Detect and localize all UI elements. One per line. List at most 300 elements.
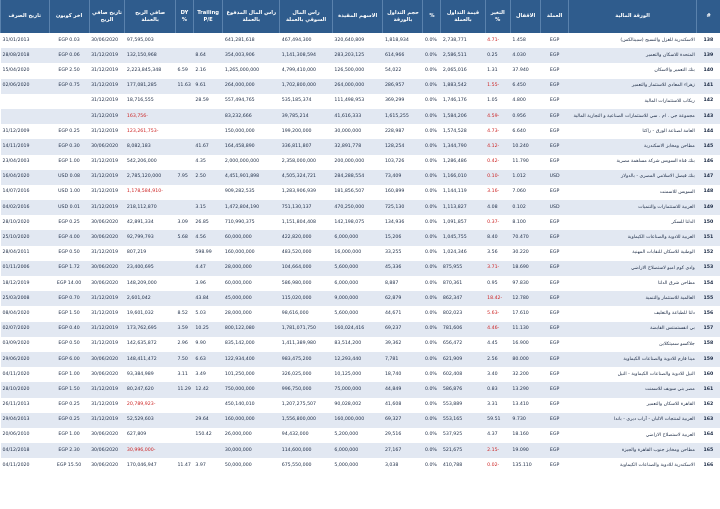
cell-shares: 83,514,200 bbox=[332, 337, 383, 352]
cell-change: 0.83 bbox=[485, 382, 510, 397]
cell-market-cap: 1,702,800,000 bbox=[280, 79, 333, 94]
header-profit-date[interactable]: تاريخ صافي الربح bbox=[89, 0, 125, 33]
cell-pct: 0.0% bbox=[423, 291, 441, 306]
cell-market-cap: 535,185,374 bbox=[280, 94, 333, 109]
header-shares[interactable]: الاسهم المقيدة bbox=[332, 0, 383, 33]
cell-pct: 0.0% bbox=[423, 352, 441, 367]
cell-num: 157 bbox=[697, 322, 720, 337]
cell-trailing-pe: 29.64 bbox=[193, 413, 222, 428]
table-row[interactable] bbox=[1, 352, 720, 367]
cell-pct: 0.0% bbox=[423, 458, 441, 473]
cell-profit-date: 31/12/2019 bbox=[89, 185, 125, 200]
header-coupon-date[interactable]: تاريخ الصرف bbox=[1, 0, 50, 33]
cell-close: 18.160 bbox=[510, 428, 541, 443]
cell-dy: 11.63 bbox=[175, 79, 193, 94]
cell-close: 97.830 bbox=[510, 276, 541, 291]
cell-name: بنك فيصل الاسلامي المصري - بالدولار bbox=[568, 170, 697, 185]
cell-market-cap: 336,811,807 bbox=[280, 139, 333, 154]
table-row[interactable] bbox=[1, 428, 720, 443]
cell-volume: 29,516 bbox=[383, 428, 423, 443]
cell-last-coupon: EGP 1.00 bbox=[49, 155, 89, 170]
cell-close: 11.130 bbox=[510, 322, 541, 337]
cell-close: 16.900 bbox=[510, 337, 541, 352]
cell-market-value: 602,408 bbox=[441, 367, 485, 382]
cell-currency: EGP bbox=[541, 230, 568, 245]
cell-dy bbox=[175, 413, 193, 428]
header-market-value[interactable]: قيمة التداول بالعملة bbox=[441, 0, 485, 33]
cell-num: 165 bbox=[697, 443, 720, 458]
header-num[interactable]: # bbox=[697, 0, 720, 33]
table-row[interactable] bbox=[1, 63, 720, 78]
cell-close: 9.730 bbox=[510, 413, 541, 428]
cell-currency: USD bbox=[541, 200, 568, 215]
header-close[interactable]: الاقفال bbox=[510, 0, 541, 33]
cell-volume: 160,899 bbox=[383, 185, 423, 200]
cell-shares: 264,000,000 bbox=[332, 79, 383, 94]
cell-market-cap: 98,616,000 bbox=[280, 306, 333, 321]
cell-profit-date: 30/06/2020 bbox=[89, 139, 125, 154]
cell-currency: EGP bbox=[541, 109, 568, 124]
cell-market-value: 875,955 bbox=[441, 261, 485, 276]
cell-coupon-date: 28/10/2020 bbox=[1, 382, 50, 397]
header-last-coupon[interactable]: اخر كوبون bbox=[49, 0, 89, 33]
table-row[interactable] bbox=[1, 443, 720, 458]
cell-market-cap: 422,820,000 bbox=[280, 230, 333, 245]
cell-name: مينا فارم للادوية والصناعات الكيماوية bbox=[568, 352, 697, 367]
cell-name: السويس للاسمنت bbox=[568, 185, 697, 200]
cell-last-coupon bbox=[49, 109, 89, 124]
cell-currency: EGP bbox=[541, 185, 568, 200]
cell-pct: 0.0% bbox=[423, 367, 441, 382]
cell-market-cap: 1,781,071,750 bbox=[280, 322, 333, 337]
cell-num: 148 bbox=[697, 185, 720, 200]
table-row[interactable] bbox=[1, 398, 720, 413]
table-header bbox=[1, 0, 720, 33]
cell-trailing-pe bbox=[193, 398, 222, 413]
cell-profit-date: 30/06/2020 bbox=[89, 261, 125, 276]
cell-coupon-date bbox=[1, 109, 50, 124]
cell-market-value: 621,909 bbox=[441, 352, 485, 367]
cell-paid-capital: 641,281,618 bbox=[223, 33, 280, 48]
cell-coupon-date: 16/04/2020 bbox=[1, 170, 50, 185]
table-row[interactable] bbox=[1, 337, 720, 352]
cell-num: 143 bbox=[697, 109, 720, 124]
cell-num: 151 bbox=[697, 230, 720, 245]
cell-coupon-date: 04/11/2020 bbox=[1, 458, 50, 473]
cell-market-value: 1,584,206 bbox=[441, 109, 485, 124]
cell-shares: 16,000,000 bbox=[332, 246, 383, 261]
cell-market-cap: 1,556,800,000 bbox=[280, 413, 333, 428]
table-row[interactable] bbox=[1, 170, 720, 185]
cell-net-profit: -30,996,000 bbox=[125, 443, 176, 458]
cell-shares: 75,000,000 bbox=[332, 382, 383, 397]
cell-paid-capital: 710,990,375 bbox=[223, 215, 280, 230]
cell-volume: 614,966 bbox=[383, 48, 423, 63]
cell-net-profit: 19,601,032 bbox=[125, 306, 176, 321]
cell-profit-date: 31/12/2019 bbox=[89, 306, 125, 321]
cell-trailing-pe: 9.90 bbox=[193, 337, 222, 352]
table-row[interactable] bbox=[1, 124, 720, 139]
cell-market-cap: 1,141,308,594 bbox=[280, 48, 333, 63]
cell-last-coupon: EGP 0.70 bbox=[49, 291, 89, 306]
cell-close: 1.458 bbox=[510, 33, 541, 48]
table-row[interactable] bbox=[1, 48, 720, 63]
cell-close: 4.030 bbox=[510, 48, 541, 63]
table-row[interactable] bbox=[1, 261, 720, 276]
cell-currency: EGP bbox=[541, 261, 568, 276]
cell-name: الوطنية للاسكان للنقابات المهنية bbox=[568, 246, 697, 261]
header-volume[interactable]: حجم التداول بالورقة bbox=[383, 0, 423, 33]
table-row[interactable] bbox=[1, 155, 720, 170]
cell-coupon-date: 18/12/2019 bbox=[1, 276, 50, 291]
header-dy[interactable]: DY % bbox=[175, 0, 193, 33]
table-row[interactable] bbox=[1, 291, 720, 306]
cell-net-profit: 148,411,472 bbox=[125, 352, 176, 367]
cell-dy bbox=[175, 443, 193, 458]
cell-volume: 39,362 bbox=[383, 337, 423, 352]
cell-market-value: 1,144,119 bbox=[441, 185, 485, 200]
cell-num: 149 bbox=[697, 200, 720, 215]
cell-num: 158 bbox=[697, 337, 720, 352]
cell-net-profit: 42,891,334 bbox=[125, 215, 176, 230]
cell-trailing-pe: 4.35 bbox=[193, 155, 222, 170]
cell-num: 152 bbox=[697, 246, 720, 261]
cell-paid-capital: 160,000,000 bbox=[223, 246, 280, 261]
cell-volume: 369,299 bbox=[383, 94, 423, 109]
cell-coupon-date: 04/12/2018 bbox=[1, 443, 50, 458]
cell-pct: 0.0% bbox=[423, 428, 441, 443]
cell-name: مطاحن شرق الدلتا bbox=[568, 276, 697, 291]
cell-dy: 11.29 bbox=[175, 382, 193, 397]
cell-profit-date: 31/12/2019 bbox=[89, 170, 125, 185]
cell-num: 141 bbox=[697, 79, 720, 94]
cell-change: -4.46 bbox=[485, 322, 510, 337]
header-name[interactable]: الورقة المالية bbox=[568, 0, 697, 33]
table-row[interactable] bbox=[1, 230, 720, 245]
cell-pct: 0.0% bbox=[423, 63, 441, 78]
cell-shares: 284,288,554 bbox=[332, 170, 383, 185]
cell-coupon-date bbox=[1, 94, 50, 109]
header-currency[interactable]: العملة bbox=[541, 0, 568, 33]
cell-num: 156 bbox=[697, 306, 720, 321]
cell-market-cap: 996,750,000 bbox=[280, 382, 333, 397]
cell-market-value: 1,574,528 bbox=[441, 124, 485, 139]
cell-profit-date: 31/12/2019 bbox=[89, 337, 125, 352]
cell-shares: 470,250,000 bbox=[332, 200, 383, 215]
cell-volume: 44,671 bbox=[383, 306, 423, 321]
cell-volume: 44,849 bbox=[383, 382, 423, 397]
cell-last-coupon: USD 0.08 bbox=[49, 170, 89, 185]
cell-market-cap: 115,020,000 bbox=[280, 291, 333, 306]
cell-currency: EGP bbox=[541, 48, 568, 63]
cell-net-profit: 97,595,003 bbox=[125, 33, 176, 48]
cell-profit-date: 30/06/2020 bbox=[89, 230, 125, 245]
cell-market-cap: 326,025,000 bbox=[280, 367, 333, 382]
header-pct[interactable]: % bbox=[423, 0, 441, 33]
cell-name: الدلتا للسكر bbox=[568, 215, 697, 230]
cell-trailing-pe: 8.64 bbox=[193, 48, 222, 63]
cell-last-coupon: EGP 1.50 bbox=[49, 306, 89, 321]
cell-coupon-date: 28/04/2011 bbox=[1, 246, 50, 261]
cell-volume: 286,957 bbox=[383, 79, 423, 94]
table-row[interactable] bbox=[1, 33, 720, 48]
cell-profit-date: 31/12/2019 bbox=[89, 382, 125, 397]
cell-coupon-date: 25/10/2020 bbox=[1, 230, 50, 245]
cell-market-value: 1,746,176 bbox=[441, 94, 485, 109]
cell-change: 3.31 bbox=[485, 398, 510, 413]
cell-profit-date: 31/12/2019 bbox=[89, 200, 125, 215]
table-row[interactable] bbox=[1, 276, 720, 291]
cell-market-value: 656,472 bbox=[441, 337, 485, 352]
cell-net-profit: 52,529,603 bbox=[125, 413, 176, 428]
table-row[interactable] bbox=[1, 382, 720, 397]
cell-market-cap: 467,494,300 bbox=[280, 33, 333, 48]
table-row[interactable] bbox=[1, 94, 720, 109]
cell-dy: 5.68 bbox=[175, 230, 193, 245]
cell-shares: 126,500,000 bbox=[332, 63, 383, 78]
cell-market-value: 521,675 bbox=[441, 443, 485, 458]
cell-market-value: 1,045,755 bbox=[441, 230, 485, 245]
cell-trailing-pe bbox=[193, 33, 222, 48]
cell-paid-capital: 60,000,000 bbox=[223, 230, 280, 245]
cell-last-coupon: EGP 1.50 bbox=[49, 382, 89, 397]
cell-coupon-date: 14/11/2019 bbox=[1, 139, 50, 154]
cell-market-cap: 1,411,389,980 bbox=[280, 337, 333, 352]
cell-currency: EGP bbox=[541, 276, 568, 291]
cell-num: 166 bbox=[697, 458, 720, 473]
cell-shares: 320,640,809 bbox=[332, 33, 383, 48]
cell-shares: 32,891,778 bbox=[332, 139, 383, 154]
cell-close: 8.100 bbox=[510, 215, 541, 230]
cell-shares: 90,028,002 bbox=[332, 398, 383, 413]
cell-market-value: 537,925 bbox=[441, 428, 485, 443]
cell-trailing-pe: 2.50 bbox=[193, 170, 222, 185]
cell-name: مطاحن ومخابز جنوب القاهرة والجيزة bbox=[568, 443, 697, 458]
cell-market-value: 1,113,827 bbox=[441, 200, 485, 215]
cell-name: جلاكسو سميثكلاين bbox=[568, 337, 697, 352]
header-trailing-pe[interactable]: Trailing P/E bbox=[193, 0, 222, 33]
cell-volume: 128,254 bbox=[383, 139, 423, 154]
cell-coupon-date: 29/04/2013 bbox=[1, 413, 50, 428]
cell-net-profit: 2,601,042 bbox=[125, 291, 176, 306]
cell-close: 12.780 bbox=[510, 291, 541, 306]
cell-profit-date: 31/12/2019 bbox=[89, 398, 125, 413]
table-row[interactable] bbox=[1, 139, 720, 154]
cell-net-profit: -123,261,753 bbox=[125, 124, 176, 139]
cell-last-coupon: EGP 1.00 bbox=[49, 428, 89, 443]
cell-net-profit: 173,762,695 bbox=[125, 322, 176, 337]
table-row[interactable] bbox=[1, 322, 720, 337]
cell-num: 142 bbox=[697, 94, 720, 109]
cell-dy bbox=[175, 155, 193, 170]
cell-market-value: 870,361 bbox=[441, 276, 485, 291]
cell-currency: EGP bbox=[541, 428, 568, 443]
cell-shares: 9,000,000 bbox=[332, 291, 383, 306]
cell-net-profit: 2,223,845,348 bbox=[125, 63, 176, 78]
cell-profit-date: 31/12/2019 bbox=[89, 94, 125, 109]
cell-name: القاهرة للاسكان والتعمير bbox=[568, 398, 697, 413]
cell-volume: 7,781 bbox=[383, 352, 423, 367]
cell-market-value: 2,738,771 bbox=[441, 33, 485, 48]
cell-change: 3.56 bbox=[485, 246, 510, 261]
table-row[interactable] bbox=[1, 306, 720, 321]
cell-dy bbox=[175, 200, 193, 215]
cell-coupon-date: 28/08/2018 bbox=[1, 48, 50, 63]
cell-change: -0.37 bbox=[485, 215, 510, 230]
cell-pct: 0.0% bbox=[423, 322, 441, 337]
cell-change: 8.40 bbox=[485, 230, 510, 245]
cell-name: العربية لمنتجات الالبان - آراب ديري - باندا bbox=[568, 413, 697, 428]
cell-pct: 0.0% bbox=[423, 276, 441, 291]
cell-change: 4.08 bbox=[485, 200, 510, 215]
cell-market-value: 1,091,857 bbox=[441, 215, 485, 230]
cell-name: العامة لصناعة الورق - راكتا bbox=[568, 124, 697, 139]
cell-volume: 1,615,255 bbox=[383, 109, 423, 124]
cell-paid-capital: 164,458,890 bbox=[223, 139, 280, 154]
cell-paid-capital: 50,000,000 bbox=[223, 458, 280, 473]
cell-close: 17.610 bbox=[510, 306, 541, 321]
cell-volume: 69,237 bbox=[383, 322, 423, 337]
header-net-profit[interactable]: صافي الربح بالعملة bbox=[125, 0, 176, 33]
cell-trailing-pe: 6.63 bbox=[193, 352, 222, 367]
cell-profit-date: 31/12/2019 bbox=[89, 155, 125, 170]
cell-change: -4.12 bbox=[485, 139, 510, 154]
cell-coupon-date: 02/07/2020 bbox=[1, 322, 50, 337]
cell-currency: EGP bbox=[541, 398, 568, 413]
cell-market-cap: 104,664,000 bbox=[280, 261, 333, 276]
cell-last-coupon: EGP 6.00 bbox=[49, 352, 89, 367]
cell-shares: 41,616,333 bbox=[332, 109, 383, 124]
cell-change: -2.15 bbox=[485, 443, 510, 458]
cell-volume: 725,130 bbox=[383, 200, 423, 215]
cell-paid-capital: 835,142,000 bbox=[223, 337, 280, 352]
cell-currency: EGP bbox=[541, 94, 568, 109]
cell-profit-date: 30/06/2020 bbox=[89, 458, 125, 473]
cell-coupon-date: 02/06/2020 bbox=[1, 79, 50, 94]
cell-market-value: 1,286,486 bbox=[441, 155, 485, 170]
cell-dy: 11.47 bbox=[175, 458, 193, 473]
cell-market-cap: 1,151,804,408 bbox=[280, 215, 333, 230]
cell-last-coupon: EGP 0.75 bbox=[49, 79, 89, 94]
cell-num: 145 bbox=[697, 139, 720, 154]
cell-close: 6.640 bbox=[510, 124, 541, 139]
cell-pct: 0.0% bbox=[423, 200, 441, 215]
cell-net-profit: 542,206,000 bbox=[125, 155, 176, 170]
cell-change: -3.71 bbox=[485, 261, 510, 276]
cell-close: 10.240 bbox=[510, 139, 541, 154]
cell-pct: 0.0% bbox=[423, 246, 441, 261]
cell-last-coupon: EGP 0.06 bbox=[49, 48, 89, 63]
cell-name: العربية لاستصلاح الاراضي bbox=[568, 428, 697, 443]
table-row[interactable] bbox=[1, 246, 720, 261]
cell-coupon-date: 14/07/2016 bbox=[1, 185, 50, 200]
cell-shares: 160,000,000 bbox=[332, 413, 383, 428]
cell-profit-date: 31/12/2019 bbox=[89, 291, 125, 306]
cell-dy bbox=[175, 124, 193, 139]
cell-net-profit: 8,082,183 bbox=[125, 139, 176, 154]
cell-shares: 200,000,000 bbox=[332, 155, 383, 170]
cell-last-coupon: EGP 0.03 bbox=[49, 33, 89, 48]
table-row[interactable] bbox=[1, 109, 720, 124]
cell-change: 4.37 bbox=[485, 428, 510, 443]
cell-trailing-pe: 2.16 bbox=[193, 63, 222, 78]
cell-pct: 0.0% bbox=[423, 261, 441, 276]
cell-pct: 0.0% bbox=[423, 382, 441, 397]
cell-trailing-pe: 150.42 bbox=[193, 428, 222, 443]
cell-dy bbox=[175, 276, 193, 291]
cell-market-cap: 1,207,275,507 bbox=[280, 398, 333, 413]
header-change[interactable]: التغير % bbox=[485, 0, 510, 33]
cell-last-coupon: USD 1.00 bbox=[49, 185, 89, 200]
table-row[interactable] bbox=[1, 413, 720, 428]
cell-profit-date: 31/12/2019 bbox=[89, 124, 125, 139]
cell-currency: EGP bbox=[541, 63, 568, 78]
cell-pct: 0.0% bbox=[423, 124, 441, 139]
cell-change: 4.45 bbox=[485, 337, 510, 352]
cell-last-coupon bbox=[49, 94, 89, 109]
header-paid-capital[interactable]: راس المال المدفوع بالعملة bbox=[223, 0, 280, 33]
cell-market-value: 1,024,346 bbox=[441, 246, 485, 261]
cell-name: زهراء المعادي للاستثمار والتعمير bbox=[568, 79, 697, 94]
cell-trailing-pe: 598.99 bbox=[193, 246, 222, 261]
cell-name: بنك التعمير والاسكان bbox=[568, 63, 697, 78]
cell-paid-capital: 26,000,000 bbox=[223, 428, 280, 443]
cell-trailing-pe bbox=[193, 124, 222, 139]
cell-num: 155 bbox=[697, 291, 720, 306]
cell-net-profit: -163,756 bbox=[125, 109, 176, 124]
cell-shares: 181,856,507 bbox=[332, 185, 383, 200]
cell-pct: 0.0% bbox=[423, 155, 441, 170]
cell-change: -0.02 bbox=[485, 458, 510, 473]
table-row[interactable] bbox=[1, 215, 720, 230]
cell-shares: 6,000,000 bbox=[332, 230, 383, 245]
cell-trailing-pe: 41.67 bbox=[193, 139, 222, 154]
cell-net-profit: 170,046,947 bbox=[125, 458, 176, 473]
cell-net-profit: 18,716,555 bbox=[125, 94, 176, 109]
cell-market-cap: 983,475,200 bbox=[280, 352, 333, 367]
header-market-cap[interactable]: راس المال السوقي بالعملة bbox=[280, 0, 333, 33]
table-row[interactable] bbox=[1, 367, 720, 382]
cell-close: 80.000 bbox=[510, 352, 541, 367]
cell-shares: 5,200,000 bbox=[332, 428, 383, 443]
cell-market-cap: 675,550,000 bbox=[280, 458, 333, 473]
cell-last-coupon: EGP 2.50 bbox=[49, 63, 89, 78]
cell-profit-date: 31/12/2019 bbox=[89, 109, 125, 124]
table-row[interactable] bbox=[1, 79, 720, 94]
cell-volume: 15,206 bbox=[383, 230, 423, 245]
cell-dy: 3.11 bbox=[175, 367, 193, 382]
cell-close: 4.800 bbox=[510, 94, 541, 109]
cell-volume: 54,022 bbox=[383, 63, 423, 78]
cell-profit-date: 31/12/2019 bbox=[89, 48, 125, 63]
table-row[interactable] bbox=[1, 200, 720, 215]
table-row[interactable] bbox=[1, 185, 720, 200]
cell-coupon-date: 31/12/2009 bbox=[1, 124, 50, 139]
cell-profit-date: 31/12/2019 bbox=[89, 246, 125, 261]
cell-change: 2.56 bbox=[485, 352, 510, 367]
cell-net-profit: 132,150,968 bbox=[125, 48, 176, 63]
cell-pct: 0.0% bbox=[423, 33, 441, 48]
cell-shares: 5,600,000 bbox=[332, 261, 383, 276]
cell-num: 144 bbox=[697, 124, 720, 139]
table-row[interactable] bbox=[1, 458, 720, 473]
cell-close: 37.940 bbox=[510, 63, 541, 78]
cell-close: 70.470 bbox=[510, 230, 541, 245]
cell-last-coupon: EGP 4.00 bbox=[49, 230, 89, 245]
cell-profit-date: 30/06/2020 bbox=[89, 443, 125, 458]
cell-coupon-date: 15/04/2020 bbox=[1, 63, 50, 78]
cell-change: -18.42 bbox=[485, 291, 510, 306]
